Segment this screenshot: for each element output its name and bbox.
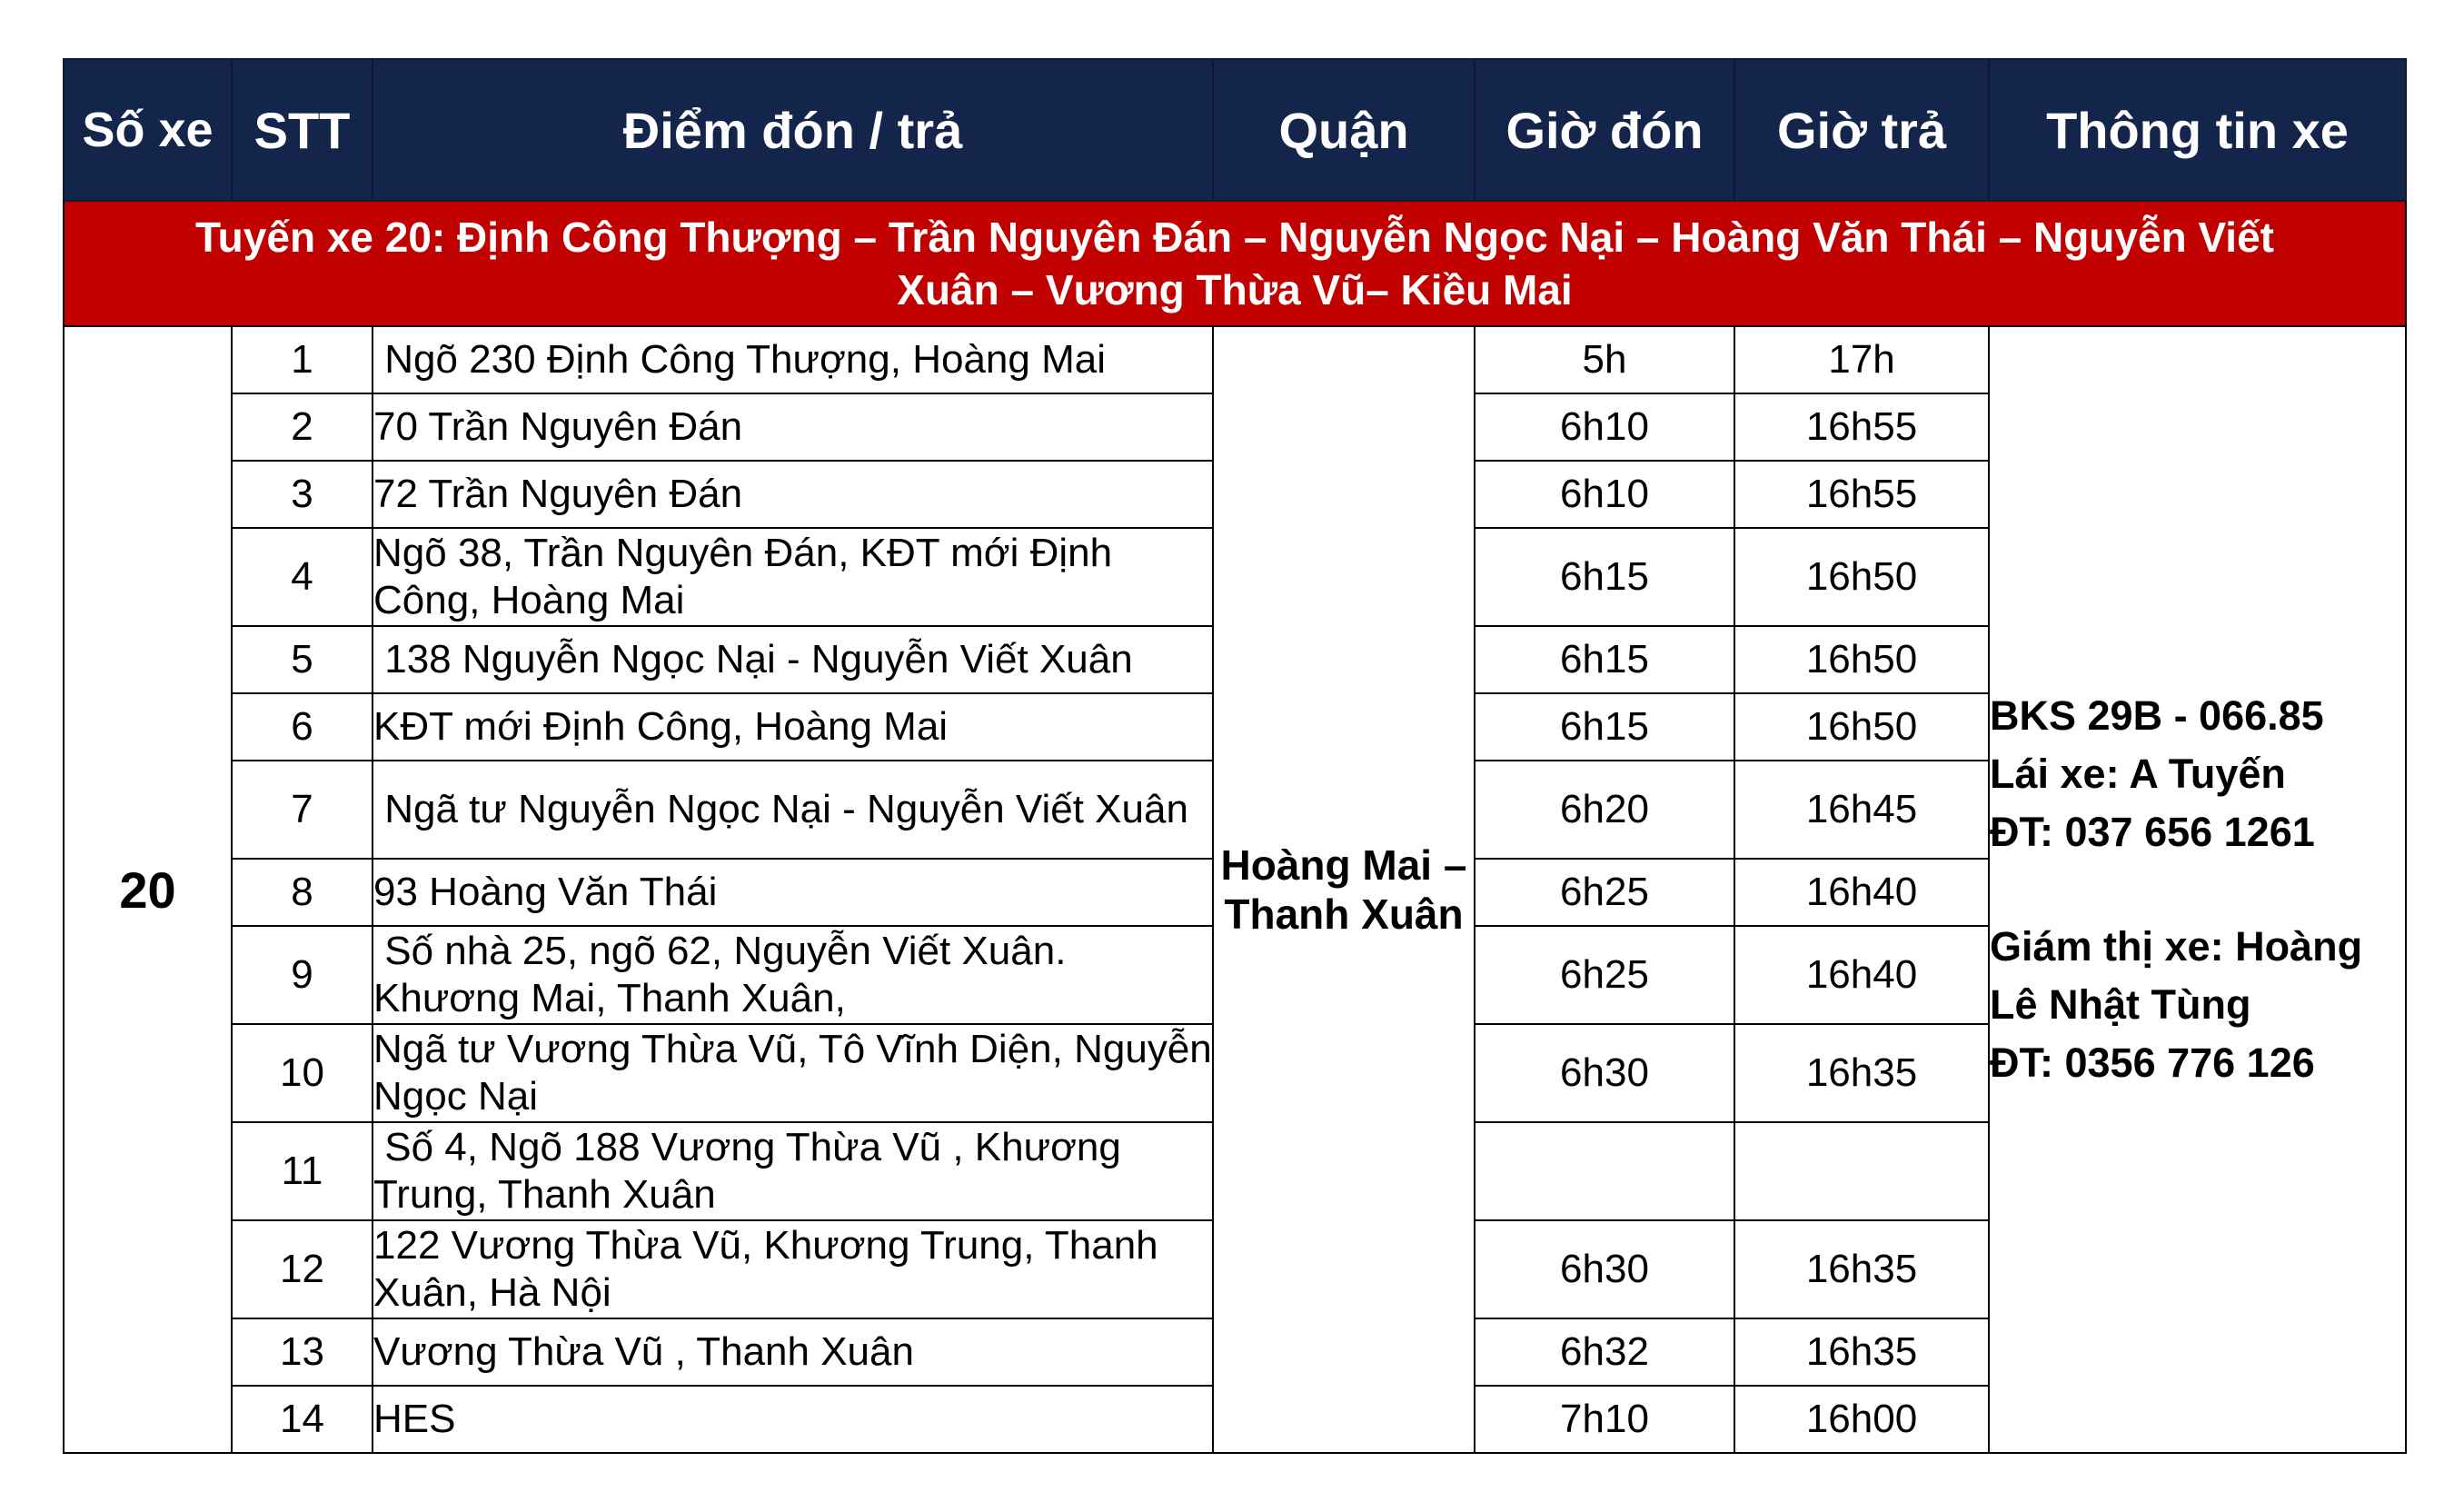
stop-stt: 3 (232, 461, 373, 528)
stop-stt: 8 (232, 859, 373, 926)
stop-stt: 5 (232, 626, 373, 693)
dropoff-time: 16h35 (1734, 1318, 1989, 1386)
stop-address: Số nhà 25, ngõ 62, Nguyễn Viết Xuân. Khương Mai, Thanh Xuân, (373, 926, 1213, 1024)
stop-address: 72 Trần Nguyên Đán (373, 461, 1213, 528)
stop-address: 122 Vương Thừa Vũ, Khương Trung, Thanh Xuân, Hà Nội (373, 1220, 1213, 1318)
dropoff-time: 16h45 (1734, 761, 1989, 859)
pickup-time: 5h (1475, 326, 1734, 393)
header-dropoff-time: Giờ trả (1734, 59, 1989, 201)
pickup-time: 6h20 (1475, 761, 1734, 859)
dropoff-time: 16h40 (1734, 926, 1989, 1024)
dropoff-time: 16h50 (1734, 528, 1989, 626)
pickup-time: 6h25 (1475, 859, 1734, 926)
dropoff-time: 16h40 (1734, 859, 1989, 926)
pickup-time (1475, 1122, 1734, 1220)
table-header-row (64, 59, 2406, 201)
stop-address: HES (373, 1386, 1213, 1453)
stop-stt: 12 (232, 1220, 373, 1318)
header-district: Quận (1213, 59, 1475, 201)
stop-address: 70 Trần Nguyên Đán (373, 393, 1213, 461)
stop-stt: 7 (232, 761, 373, 859)
dropoff-time: 16h55 (1734, 393, 1989, 461)
route-banner (64, 201, 2406, 326)
stop-stt: 9 (232, 926, 373, 1024)
bus-number-cell: 20 (64, 326, 232, 1453)
stop-stt: 6 (232, 693, 373, 761)
vehicle-info-cell (1989, 326, 2406, 1453)
stop-stt: 1 (232, 326, 373, 393)
stop-address: KĐT mới Định Công, Hoàng Mai (373, 693, 1213, 761)
stop-address: 93 Hoàng Văn Thái (373, 859, 1213, 926)
route-line-1: Tuyến xe 20: Định Công Thượng – Trần Nguyên Đán – Nguyễn Ngọc Nại – Hoàng Văn Thái – Nguyễn Viết (195, 214, 2274, 261)
stop-address: 138 Nguyễn Ngọc Nại - Nguyễn Viết Xuân (373, 626, 1213, 693)
dropoff-time: 16h50 (1734, 693, 1989, 761)
pickup-time: 6h15 (1475, 528, 1734, 626)
dropoff-time: 16h50 (1734, 626, 1989, 693)
dropoff-time: 16h35 (1734, 1220, 1989, 1318)
table-row (64, 326, 2406, 393)
dropoff-time (1734, 1122, 1989, 1220)
stop-stt: 14 (232, 1386, 373, 1453)
monitor-name: Giám thị xe: Hoàng Lê Nhật Tùng (1990, 923, 2363, 1028)
pickup-time: 6h10 (1475, 393, 1734, 461)
header-stt: STT (232, 59, 373, 201)
stop-address: Ngã tư Nguyễn Ngọc Nại - Nguyễn Viết Xuân (373, 761, 1213, 859)
stop-address: Ngã tư Vương Thừa Vũ, Tô Vĩnh Diện, Nguyễn Ngọc Nại (373, 1024, 1213, 1122)
header-pickup-time: Giờ đón (1475, 59, 1734, 201)
monitor-phone: ĐT: 0356 776 126 (1990, 1040, 2315, 1086)
pickup-time: 6h30 (1475, 1220, 1734, 1318)
dropoff-time: 17h (1734, 326, 1989, 393)
stop-address: Số 4, Ngõ 188 Vương Thừa Vũ , Khương Trung, Thanh Xuân (373, 1122, 1213, 1220)
pickup-time: 6h15 (1475, 626, 1734, 693)
stop-address: Ngõ 38, Trần Nguyên Đán, KĐT mới Định Công, Hoàng Mai (373, 528, 1213, 626)
pickup-time: 6h15 (1475, 693, 1734, 761)
route-banner-row (64, 201, 2406, 326)
stop-stt: 2 (232, 393, 373, 461)
header-bus-number: Số xe (64, 59, 232, 201)
stop-address: Vương Thừa Vũ , Thanh Xuân (373, 1318, 1213, 1386)
info-spacer (1990, 861, 2405, 918)
stop-stt: 4 (232, 528, 373, 626)
pickup-time: 6h32 (1475, 1318, 1734, 1386)
header-pickup-point: Điểm đón / trả (373, 59, 1213, 201)
vehicle-plate: BKS 29B - 066.85 (1990, 692, 2324, 739)
stop-stt: 13 (232, 1318, 373, 1386)
pickup-time: 6h10 (1475, 461, 1734, 528)
stop-stt: 11 (232, 1122, 373, 1220)
pickup-time: 7h10 (1475, 1386, 1734, 1453)
driver-name: Lái xe: A Tuyến (1990, 751, 2286, 797)
bus-schedule-table (63, 58, 2407, 1454)
driver-phone: ĐT: 037 656 1261 (1990, 809, 2315, 855)
bus-schedule-page (63, 58, 2405, 1454)
header-vehicle-info: Thông tin xe (1989, 59, 2406, 201)
pickup-time: 6h30 (1475, 1024, 1734, 1122)
pickup-time: 6h25 (1475, 926, 1734, 1024)
stop-address: Ngõ 230 Định Công Thượng, Hoàng Mai (373, 326, 1213, 393)
dropoff-time: 16h55 (1734, 461, 1989, 528)
route-line-2: Xuân – Vương Thừa Vũ– Kiều Mai (897, 266, 1573, 313)
dropoff-time: 16h35 (1734, 1024, 1989, 1122)
dropoff-time: 16h00 (1734, 1386, 1989, 1453)
stop-stt: 10 (232, 1024, 373, 1122)
district-cell: Hoàng Mai – Thanh Xuân (1213, 326, 1475, 1453)
